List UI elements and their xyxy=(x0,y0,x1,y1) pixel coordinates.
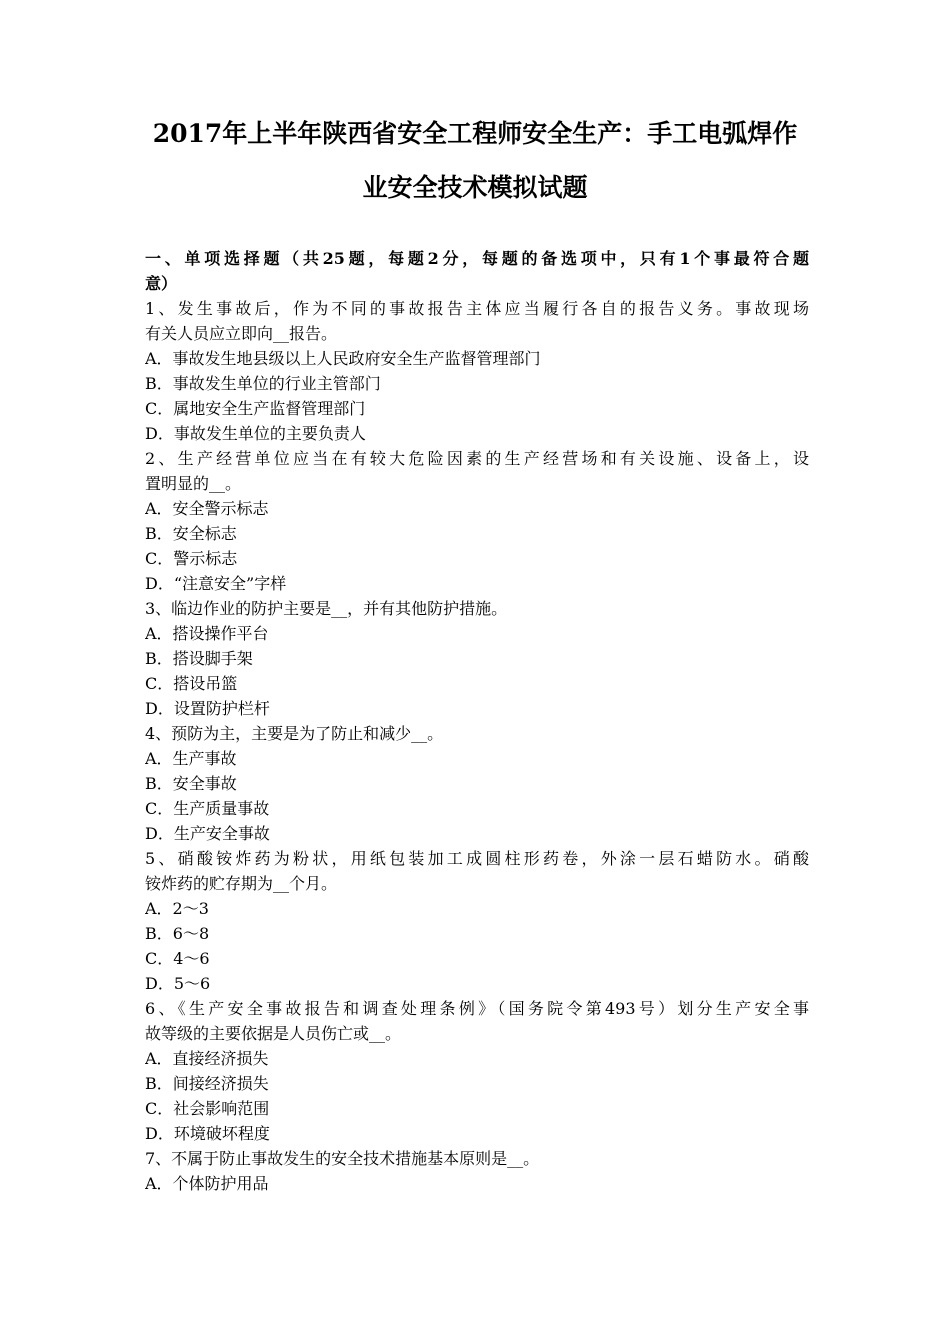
question-3-option-b: B．搭设脚手架 xyxy=(145,649,253,668)
question-2-stem-line-2: 置明显的__。 xyxy=(145,474,242,493)
question-7-stem-line-1: 7、不属于防止事故发生的安全技术措施基本原则是__。 xyxy=(145,1149,540,1168)
document-body xyxy=(145,246,809,1196)
question-6-option-c: C．社会影响范围 xyxy=(145,1099,270,1118)
question-2-option-b: B．安全标志 xyxy=(145,524,237,543)
question-4-option-c: C．生产质量事故 xyxy=(145,799,270,818)
question-1-stem-line-1: 1、发生事故后，作为不同的事故报告主体应当履行各自的报告义务。事故现场 xyxy=(145,299,809,318)
question-6-stem-line-1: 6、《生产安全事故报告和调查处理条例》（国务院令第493号）划分生产安全事 xyxy=(145,999,809,1018)
question-7-option-a: A．个体防护用品 xyxy=(145,1174,269,1193)
question-1-option-c: C．属地安全生产监督管理部门 xyxy=(145,399,366,418)
question-5-option-c: C．4～6 xyxy=(145,949,210,968)
section-heading-line-2: 意） xyxy=(145,274,178,293)
question-5-stem-line-2: 铵炸药的贮存期为__个月。 xyxy=(145,874,338,893)
question-5-option-b: B．6～8 xyxy=(145,924,210,943)
question-6-stem-line-2: 故等级的主要依据是人员伤亡或__。 xyxy=(145,1024,402,1043)
question-4-option-d: D．生产安全事故 xyxy=(145,824,270,843)
question-1-option-a: A．事故发生地县级以上人民政府安全生产监督管理部门 xyxy=(145,349,541,368)
question-2-option-a: A．安全警示标志 xyxy=(145,499,269,518)
question-4-option-b: B．安全事故 xyxy=(145,774,237,793)
question-5-option-d: D．5～6 xyxy=(145,974,211,993)
document-title-line-2: 业安全技术模拟试题 xyxy=(362,173,588,202)
question-2-option-c: C．警示标志 xyxy=(145,549,238,568)
question-4-stem-line-1: 4、预防为主，主要是为了防止和减少__。 xyxy=(145,724,444,743)
question-1-stem-line-2: 有关人员应立即向__报告。 xyxy=(145,324,338,343)
document-title-line-1: 2017年上半年陕西省安全工程师安全生产：手工电弧焊作 xyxy=(152,119,798,148)
question-3-option-d: D．设置防护栏杆 xyxy=(145,699,270,718)
question-3-option-a: A．搭设操作平台 xyxy=(145,624,269,643)
question-3-option-c: C．搭设吊篮 xyxy=(145,674,238,693)
question-2-option-d: D．“注意安全”字样 xyxy=(145,574,287,593)
question-5-stem-line-1: 5、硝酸铵炸药为粉状，用纸包装加工成圆柱形药卷，外涂一层石蜡防水。硝酸 xyxy=(145,849,809,868)
question-5-option-a: A．2～3 xyxy=(145,899,209,918)
question-6-option-d: D．环境破坏程度 xyxy=(145,1124,270,1143)
question-1-option-d: D．事故发生单位的主要负责人 xyxy=(145,424,366,443)
question-2-stem-line-1: 2、生产经营单位应当在有较大危险因素的生产经营场和有关设施、设备上，设 xyxy=(145,449,809,468)
question-6-option-a: A．直接经济损失 xyxy=(145,1049,269,1068)
section-heading-line-1: 一、单项选择题（共25题，每题2分，每题的备选项中，只有1个事最符合题 xyxy=(145,249,809,268)
question-6-option-b: B．间接经济损失 xyxy=(145,1074,269,1093)
question-3-stem-line-1: 3、临边作业的防护主要是__，并有其他防护措施。 xyxy=(145,599,508,618)
question-4-option-a: A．生产事故 xyxy=(145,749,237,768)
question-1-option-b: B．事故发生单位的行业主管部门 xyxy=(145,374,381,393)
